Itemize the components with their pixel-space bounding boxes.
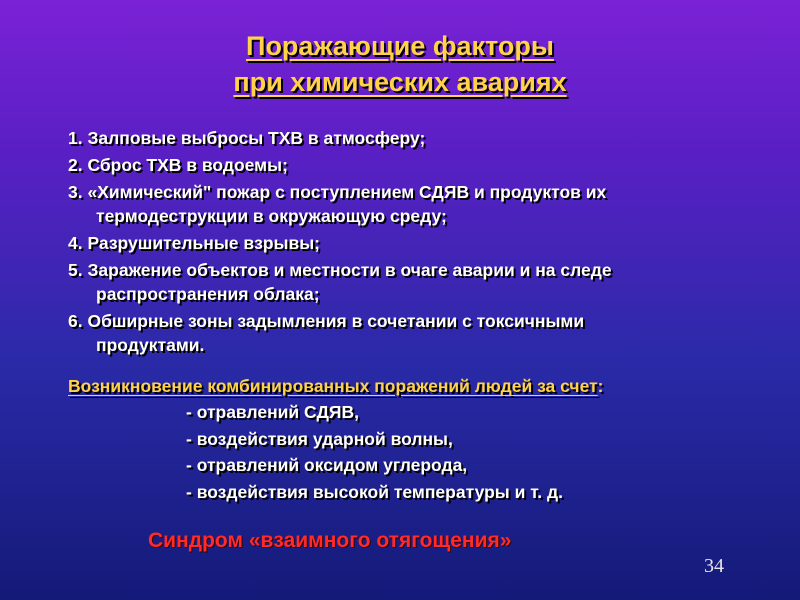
- list-item: - воздействия ударной волны,: [186, 428, 453, 449]
- list-item: [68, 309, 778, 357]
- list-item: [68, 231, 778, 255]
- list-item-text: 5. Заражение объектов и местности в очаге аварии и на следе: [68, 260, 612, 280]
- list-item-continuation: продуктами.: [96, 335, 205, 355]
- list-item-continuation: распространения облака;: [96, 284, 320, 304]
- list-item: - отравлений СДЯВ,: [186, 402, 359, 422]
- syndrome-caption: Синдром «взаимного отягощения»: [148, 529, 512, 552]
- list-item: [68, 126, 778, 150]
- page-number: 34: [704, 555, 724, 577]
- combined-injuries-list: [186, 399, 766, 505]
- title-line-1: Поражающие факторы: [246, 31, 554, 61]
- combined-injuries-heading: [68, 374, 778, 398]
- slide-title: [0, 28, 800, 100]
- list-item-text: 3. «Химический" пожар с поступлением СДЯВ и продуктов их: [68, 182, 607, 202]
- combined-heading-text: Возникновение комбинированных поражений людей за счет: [68, 376, 598, 396]
- combined-heading-colon: :: [597, 376, 604, 396]
- list-item: [68, 180, 778, 228]
- list-item-text: 4. Разрушительные взрывы;: [68, 233, 320, 253]
- list-item: [68, 258, 778, 306]
- list-item-text: 1. Залповые выбросы ТХВ в атмосферу;: [68, 128, 426, 148]
- list-item-text: 2. Сброс ТХВ в водоемы;: [68, 155, 288, 175]
- list-item-continuation: термодеструкции в окружающую среду;: [96, 206, 447, 226]
- title-line-2: при химических авариях: [233, 67, 567, 97]
- list-item-text: 6. Обширные зоны задымления в сочетании с токсичными: [68, 311, 585, 331]
- list-item: [68, 153, 778, 177]
- list-item: - воздействия высокой температуры и т. д.: [186, 481, 563, 502]
- list-item: - отравлений оксидом углерода,: [186, 455, 468, 475]
- factors-list: [68, 126, 778, 360]
